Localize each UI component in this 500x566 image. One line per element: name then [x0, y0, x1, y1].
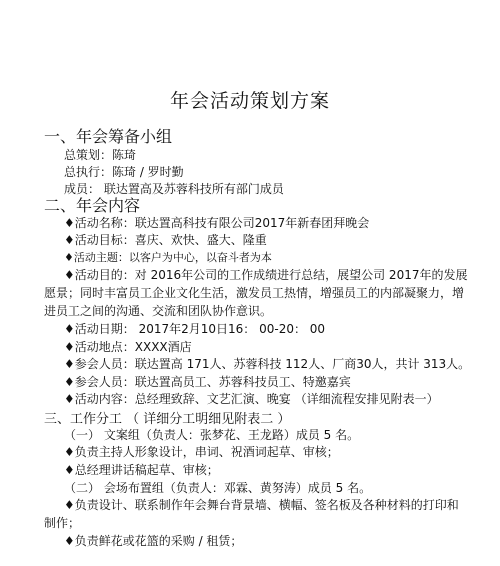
text-line: （二） 会场布置组（负责人：邓霖、黄努涛）成员 5 名。 [64, 481, 372, 495]
text-line: ♦活动内容：总经理致辞、文艺汇演、晚宴 （详细流程安排见附表一） [64, 392, 439, 406]
text-line: ♦活动目标：喜庆、欢快、盛大、隆重 [64, 233, 267, 247]
text-line: ♦参会人员：联达置高员工、苏蓉科技员工、特邀嘉宾 [64, 375, 351, 389]
text-line: 进员工之间的沟通、交流和团队协作意识。 [44, 304, 273, 318]
page-title: 年会活动策划方案 [169, 90, 330, 112]
section-heading-content: 二、年会内容 [44, 196, 141, 215]
text-line: 总执行：陈琦 / 罗时勤 [64, 165, 184, 179]
text-line: 愿景；同时丰富员工企业文化生活，激发员工热情，增强员工的内部凝聚力，增 [44, 286, 465, 300]
text-line: ♦负责鲜花或花篮的采购 / 租赁； [64, 534, 243, 548]
text-line: ♦活动目的：对 2016年公司的工作成绩进行总结，展望公司 2017年的发展 [64, 268, 468, 282]
text-line: ♦活动主题：以客户为中心，以奋斗者为本 [64, 251, 272, 264]
section-heading-prep-group: 一、年会筹备小组 [44, 127, 173, 146]
text-line: ♦负责设计、联系制作年会舞台背景墙、横幅、签名板及各种材料的打印和 [64, 498, 459, 512]
text-line: 总策划：陈琦 [64, 148, 137, 162]
text-line: ♦参会人员：联达置高 171人、苏蓉科技 112人、厂商30人，共计 313人。 [64, 357, 471, 371]
text-line: ♦负责主持人形象设计，串词、祝酒词起草、审核； [64, 445, 339, 459]
text-line: ♦总经理讲话稿起草、审核； [64, 463, 219, 477]
text-line: ♦活动日期： 2017年2月10日16： 00-20： 00 [64, 322, 326, 336]
text-line: 制作； [44, 516, 81, 530]
text-line: ♦活动地点：XXXX酒店 [64, 340, 192, 354]
text-line: （一） 文案组（负责人：张梦花、王龙路）成员 5 名。 [64, 428, 360, 442]
text-line: ♦活动名称：联达置高科技有限公司2017年新春团拜晚会 [64, 216, 370, 230]
section-heading-division: 三、工作分工 （ 详细分工明细见附表二 ） [44, 412, 291, 427]
text-line: 成员： 联达置高及苏蓉科技所有部门成员 [64, 182, 284, 196]
